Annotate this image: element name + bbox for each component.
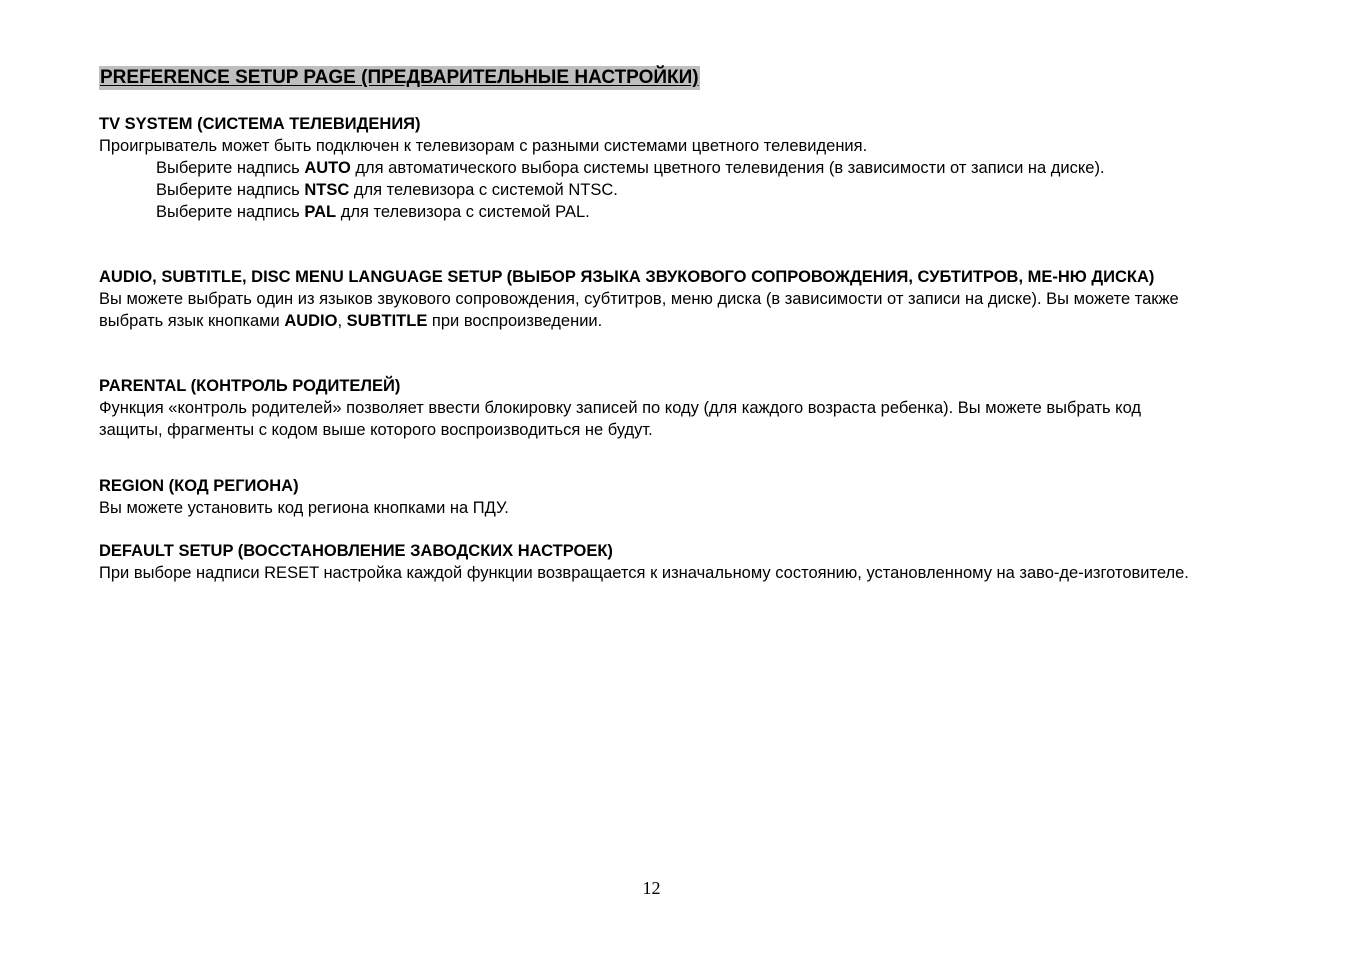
language-separator: , (337, 312, 347, 330)
option-keyword-pal: PAL (304, 203, 337, 221)
page-number: 12 (642, 878, 661, 898)
option-prefix: Выберите надпись (156, 181, 305, 199)
option-prefix: Выберите надпись (156, 203, 305, 221)
section-default-setup (99, 540, 1199, 584)
tv-system-option-ntsc (99, 179, 1209, 201)
option-suffix: для телевизора с системой NTSC. (349, 181, 618, 199)
page-title: PREFERENCE SETUP PAGE (ПРЕДВАРИТЕЛЬНЫЕ НАСТРОЙКИ) (100, 67, 699, 88)
parental-text: Функция «контроль родителей» позволяет ввести блокировку записей по коду (для каждого возраста ребенка). Вы можете выбрать код защиты, фрагменты с кодом выше которого воспроизводиться не будут. (99, 399, 1142, 439)
language-setup-heading: AUDIO, SUBTITLE, DISC MENU LANGUAGE SETUP (ВЫБОР ЯЗЫКА ЗВУКОВОГО СОПРОВОЖДЕНИЯ, СУБТИТРОВ, МЕ-НЮ ДИСКА) (99, 268, 1155, 286)
tv-system-option-auto (99, 157, 1209, 179)
page-title-wrap (99, 66, 700, 90)
language-setup-text (99, 288, 1204, 332)
section-parental (99, 375, 1209, 441)
section-tv-system (99, 113, 1209, 223)
language-text-start: Вы можете выбрать один из языков звукового сопровождения, субтитров, меню диска (в зависимости от записи на диске). Вы можете также выбрать язык кнопками (99, 290, 1179, 330)
language-key-subtitle: SUBTITLE (346, 312, 428, 330)
default-setup-text: При выборе надписи RESET настройка каждой функции возвращается к изначальному состоянию, установленному на заво-де-изготовителе. (99, 564, 1189, 582)
language-key-audio: AUDIO (284, 312, 338, 330)
region-heading: REGION (КОД РЕГИОНА) (99, 477, 299, 495)
parental-heading: PARENTAL (КОНТРОЛЬ РОДИТЕЛЕЙ) (99, 377, 401, 395)
option-suffix: для автоматического выбора системы цветного телевидения (в зависимости от записи на диске). (350, 159, 1105, 177)
option-keyword-ntsc: NTSC (304, 181, 350, 199)
tv-system-heading: TV SYSTEM (СИСТЕМА ТЕЛЕВИДЕНИЯ) (99, 115, 421, 133)
option-keyword-auto: AUTO (304, 159, 351, 177)
option-suffix: для телевизора с системой PAL. (336, 203, 590, 221)
tv-system-intro: Проигрыватель может быть подключен к телевизорам с разными системами цветного телевидения. (99, 137, 868, 155)
tv-system-option-pal (99, 201, 1209, 223)
section-language-setup (99, 266, 1204, 332)
default-setup-heading: DEFAULT SETUP (ВОССТАНОВЛЕНИЕ ЗАВОДСКИХ НАСТРОЕК) (99, 542, 613, 560)
option-prefix: Выберите надпись (156, 159, 305, 177)
section-region (99, 475, 1209, 519)
region-text: Вы можете установить код региона кнопками на ПДУ. (99, 499, 509, 517)
language-text-end: при воспроизведении. (427, 312, 603, 330)
